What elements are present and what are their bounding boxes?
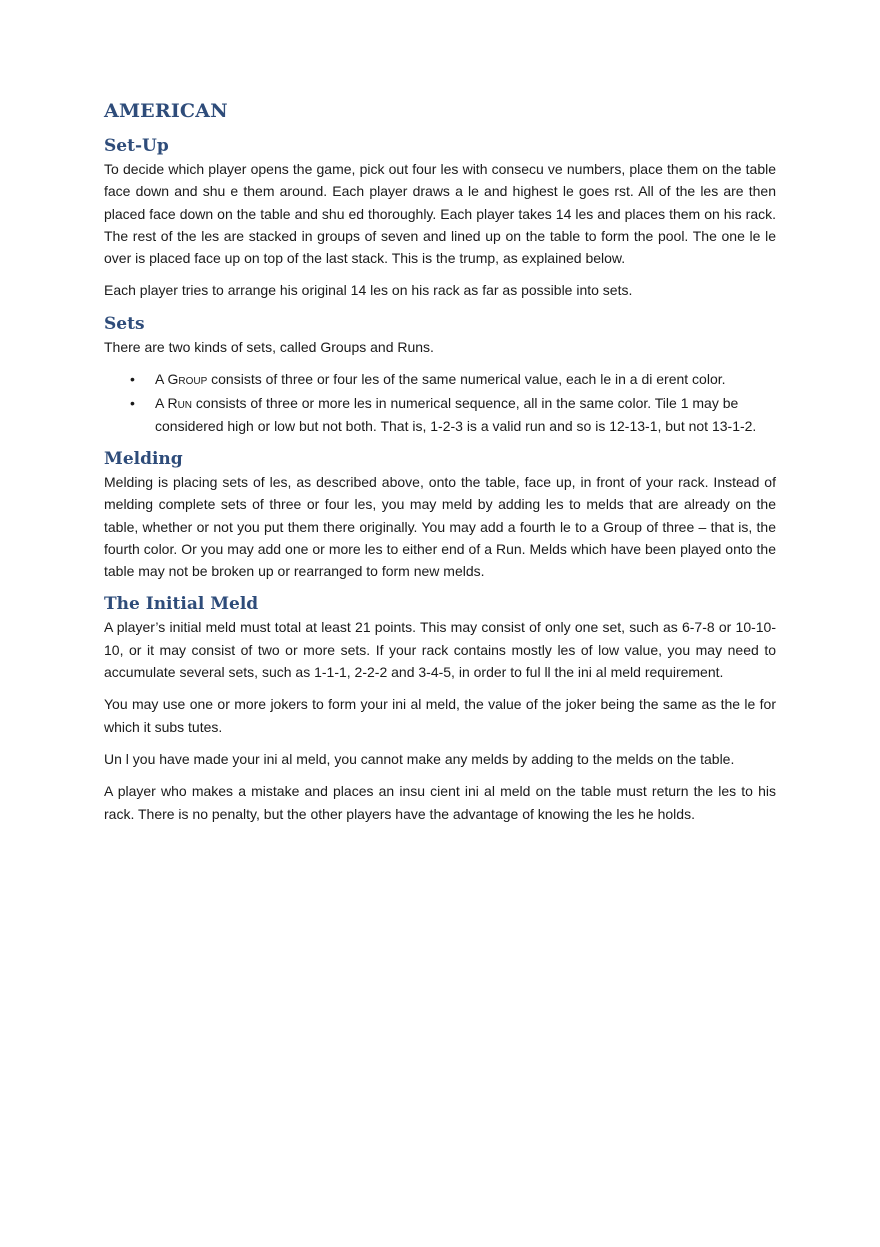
paragraph: There are two kinds of sets, called Groups and Runs. [104,338,434,355]
bullet-lead: A [155,371,168,388]
section-heading: Sets [104,313,145,334]
bullet-term: Group [167,371,208,388]
paragraph: Each player tries to arrange his original 14 les on his rack as far as possible into sets. [104,282,633,299]
bullet-term: Run [167,395,193,412]
section-melding [104,449,776,582]
section-sets [104,314,776,437]
document-title: AMERICAN [104,100,228,122]
bullet-icon: • [130,395,135,412]
paragraph: A player who makes a mistake and places an insu cient ini al meld on the table must return the les to his rack. There is no penalty, but the other players have the advantage of knowing the les he holds. [104,783,776,822]
document-page [104,100,776,837]
paragraph: Un l you have made your ini al meld, you cannot make any melds by adding to the melds on the table. [104,750,735,767]
section-set-up [104,136,776,302]
bullet-lead: A [155,395,168,412]
paragraph: A player’s initial meld must total at least 21 points. This may consist of only one set, such as 6-7-8 or 10-10-10, or it may consist of two or more sets. If your rack contains mostly les of low value, you may need to accumulate several sets, such as 1-1-1, 2-2-2 and 3-4-5, in order to ful ll the ini al meld requirement. [104,619,776,681]
bullet-icon: • [130,371,135,388]
list-item [104,392,776,437]
bullet-text: consists of three or more les in numerical sequence, all in the same color. Tile 1 may be considered high or low but not both. That is, 1-2-3 is a valid run and so is 12-13-1, but not 13-1-2. [155,395,757,434]
bullet-list [104,368,776,437]
bullet-text: consists of three or four les of the same numerical value, each le in a di erent color. [207,371,726,388]
section-heading: Set-Up [104,136,169,156]
section-heading: Melding [104,448,183,469]
section-heading: The Initial Meld [104,594,259,615]
list-item [104,368,776,390]
paragraph: Melding is placing sets of les, as described above, onto the table, face up, in front of your rack. Instead of melding complete sets of three or four les, you may meld by adding les to melds that are already on the table, whether or not you put them there originally. You may add a fourth le to a Group of three – that is, the fourth color. Or you may add one or more les to either end of a Run. Melds which have been played onto the table may not be broken up or rearranged to form new melds. [104,473,776,580]
section-initial-meld [104,594,776,824]
paragraph: To decide which player opens the game, pick out four les with consecu ve numbers, place them on the table face down and shu e them around. Each player draws a le and highest le goes rst. All of the les are then placed face down on the table and shu ed thoroughly. Each player takes 14 les and places them on his rack. The rest of the les are stacked in groups of seven and lined up on the table to form the pool. The one le le over is placed face up on top of the last stack. This is the trump, as explained below. [104,161,776,267]
paragraph: You may use one or more jokers to form your ini al meld, the value of the joker being the same as the le for which it subs tutes. [104,696,776,735]
